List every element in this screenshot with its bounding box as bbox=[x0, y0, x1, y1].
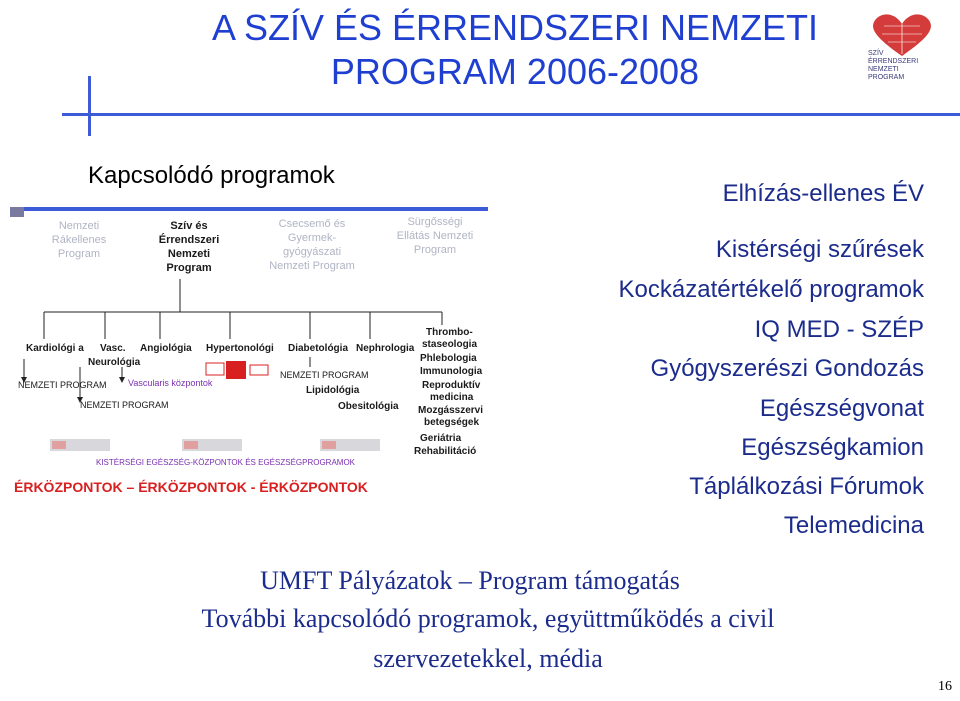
program-item: Táplálkozási Fórumok bbox=[689, 473, 924, 500]
label-erkozpontok: ÉRKÖZPONTOK – ÉRKÖZPONTOK - ÉRKÖZPONTOK bbox=[14, 479, 368, 495]
program-item: Elhízás-ellenes ÉV bbox=[722, 180, 924, 207]
label-right-specialty: Mozgásszervi bbox=[418, 405, 484, 416]
label-nemzeti-program-2: NEMZETI PROGRAM bbox=[80, 400, 169, 410]
bottom-line-1: UMFT Pályázatok – Program támogatás bbox=[260, 566, 680, 595]
label-right-specialty: Phlebologia bbox=[420, 353, 477, 364]
program-item: Kockázatértékelő programok bbox=[618, 276, 924, 303]
logo-text-3: NEMZETI bbox=[868, 66, 899, 73]
program-item: Kistérségi szűrések bbox=[715, 236, 924, 263]
box-rakellenes: Nemzeti Rákellenes Program bbox=[51, 220, 107, 260]
divider-line-vertical bbox=[88, 76, 91, 136]
program-item: IQ MED - SZÉP bbox=[754, 316, 924, 343]
program-diagram bbox=[10, 207, 488, 497]
label-right-specialty: betegségek bbox=[424, 417, 480, 428]
label-lipidologia: Lipidológia bbox=[306, 385, 360, 396]
logo-text-1: SZÍV bbox=[868, 50, 884, 57]
label-vascularis: Vascularis központok bbox=[128, 378, 213, 388]
program-item: Gyógyszerészi Gondozás bbox=[650, 355, 924, 382]
label-obesitologia: Obesitológia bbox=[338, 401, 399, 412]
label-right-specialty: Reproduktív bbox=[422, 380, 481, 391]
divider-line-horizontal bbox=[62, 113, 960, 116]
section-subtitle: Kapcsolódó programok bbox=[88, 162, 335, 189]
label-neurologia: Neurológia bbox=[88, 357, 141, 368]
label-right-specialty: Immunologia bbox=[420, 366, 483, 377]
title-line-2: PROGRAM 2006-2008 bbox=[330, 51, 700, 92]
label-right-specialty: Geriátria bbox=[420, 433, 462, 444]
box-sziv-errendszeri: Szív és Érrendszeri Nemzeti Program bbox=[158, 220, 220, 274]
program-item: Egészségvonat bbox=[759, 395, 924, 422]
program-item: Telemedicina bbox=[783, 512, 924, 539]
label-nephrologia: Nephrologia bbox=[356, 343, 415, 354]
logo-text-4: PROGRAM bbox=[868, 74, 905, 81]
label-vasc: Vasc. bbox=[100, 343, 126, 354]
label-diabetologia: Diabetológia bbox=[288, 343, 349, 354]
label-kardiologia: Kardiológi a bbox=[26, 343, 84, 354]
label-right-specialty: staseologia bbox=[422, 339, 478, 350]
label-kistersegi: KISTÉRSÉGI EGÉSZSÉG-KÖZPONTOK ÉS EGÉSZSÉGPROGRAMOK bbox=[96, 458, 356, 467]
label-right-specialty: Thrombo- bbox=[426, 327, 473, 338]
slide-title bbox=[150, 6, 880, 94]
label-right-specialty: medicina bbox=[430, 392, 474, 403]
page-number: 16 bbox=[938, 679, 952, 694]
label-nemzeti-program-3: NEMZETI PROGRAM bbox=[280, 370, 369, 380]
program-item: Egészségkamion bbox=[741, 434, 924, 461]
label-nemzeti-program-1: NEMZETI PROGRAM bbox=[18, 380, 107, 390]
label-angiologia: Angiológia bbox=[140, 343, 192, 354]
box-surgossegi: Sürgősségi Ellátás Nemzeti Program bbox=[396, 216, 474, 256]
label-right-specialty: Rehabilitáció bbox=[414, 446, 477, 457]
program-logo bbox=[862, 10, 942, 90]
bottom-line-3: szervezetekkel, média bbox=[373, 644, 603, 673]
title-line-1: A SZÍV ÉS ÉRRENDSZERI NEMZETI bbox=[211, 7, 819, 48]
label-hypertonologia: Hypertonológi bbox=[206, 343, 274, 354]
logo-text-2: ÉRRENDSZERI bbox=[868, 58, 919, 65]
box-csecsemo: Csecsemő és Gyermek-gyógyászati Nemzeti Program bbox=[269, 218, 355, 272]
bottom-line-2: További kapcsolódó programok, együttműködés a civil bbox=[201, 604, 775, 633]
